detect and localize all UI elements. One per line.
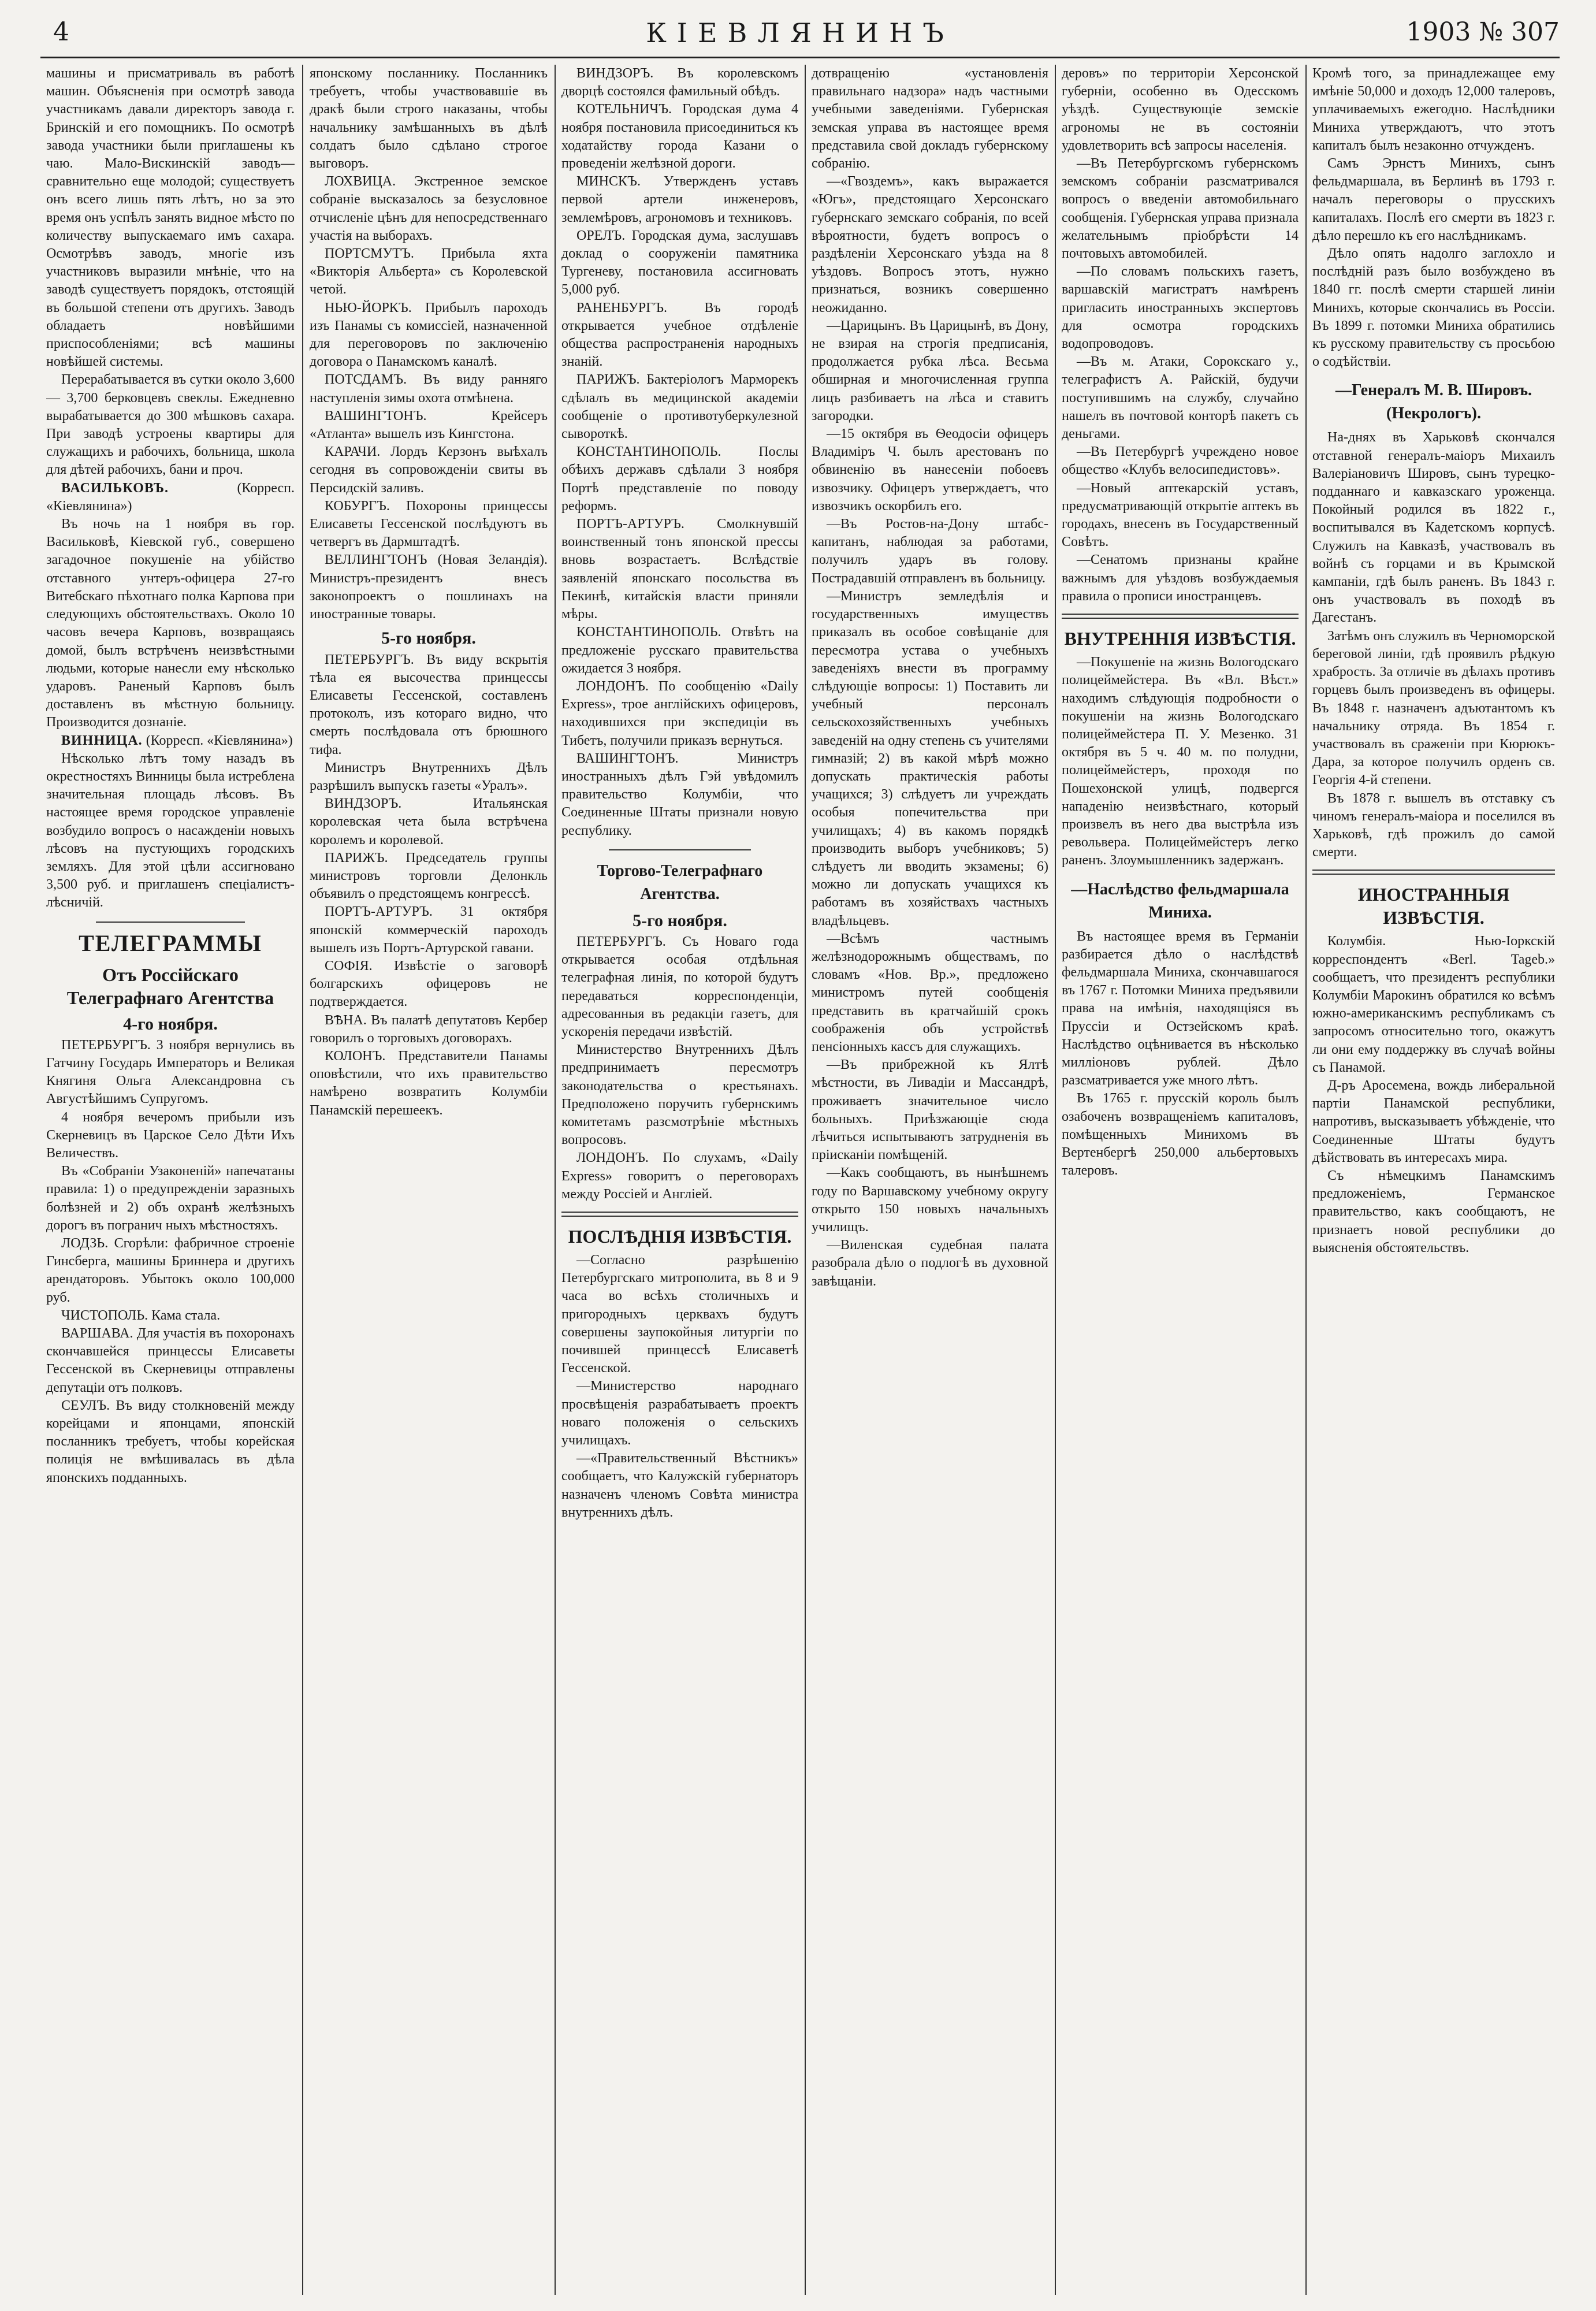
- news-item: дотвращенію «установленія правильнаго надзора» надъ частными учебными заведеніями. Губернская земская управа въ настоящее время представила свой докладъ губернскому собранію.: [812, 66, 1048, 172]
- telegram-item: СЕУЛЪ. Въ виду столкновеній между корейцами и японцами, японскій посланникъ требуетъ, чтобы корейская полиція не вмѣшивалась въ дѣла японскихъ подданныхъ.: [46, 1398, 295, 1485]
- column-3: [561, 65, 798, 2295]
- masthead: [40, 17, 1560, 52]
- column-2: [310, 65, 548, 2295]
- telegram-item: ПАРИЖЪ. Председатель группы министровъ торговли Делонкль объявилъ о предстоящемъ конгрессѣ.: [310, 850, 548, 902]
- column-divider: [555, 65, 556, 2295]
- dateline: 4-го ноября.: [123, 1014, 218, 1034]
- news-item: —«Правительственный Вѣстникъ» сообщаетъ, что Калужскій губернаторъ назначенъ членомъ Совѣта министра внутреннихъ дѣлъ.: [561, 1451, 798, 1520]
- news-item: —Въ Петербургѣ учреждено новое общество «Клубъ велосипедистовъ».: [1062, 444, 1299, 478]
- news-item: —Министръ земледѣлія и государственныхъ имуществъ приказалъ въ особое совѣщаніе для пересмотра устава о учебныхъ заведеніяхъ внести въ программу слѣдующіе вопросы: 1) Поставить ли учебный персоналъ сельскохозяйственныхъ учебныхъ заведеній на одну степень съ учителями гимназій; 2) въ какой мѣрѣ можно допускать практическія работы учащихся; 3) слѣдуетъ ли учреждать особыя попечительства при училищахъ; 4) въ какомъ порядкѣ производить выборъ учебниковъ; 5) слѣдуетъ ли вводить экзамены; 6) можно ли допускать учащихся къ работамъ въ хозяйствахъ частныхъ владѣльцевъ.: [812, 588, 1048, 928]
- masthead-rule: [40, 57, 1560, 58]
- place-heading: ВИННИЦА.: [61, 733, 143, 748]
- telegram-item: ВАШИНГТОНЪ. Министръ иностранныхъ дѣлъ Гэй увѣдомилъ правительство Колумбіи, что Соединенные Штаты признали новую республику.: [561, 750, 798, 838]
- telegram-item: ПОРТЪ-АРТУРЪ. 31 октября японскій коммерческій пароходъ вышелъ изъ Портъ-Артурской гавани.: [310, 904, 548, 956]
- telegram-item: КОБУРГЪ. Похороны принцессы Елисаветы Гессенской послѣдуютъ въ четвергъ въ Дармштадтѣ.: [310, 498, 548, 550]
- news-item: Затѣмъ онъ служилъ въ Черноморской береговой линіи, гдѣ проявилъ рѣдкую храбрость. За отличіе въ дѣлахъ противъ горцевъ былъ произведенъ въ офицеры. Въ 1848 г. назначенъ адъютантомъ къ начальнику отряда. Въ 1854 г. участвовалъ въ сраженіи при Кюрюкъ-Дара, за которое получилъ орденъ св. Георгія 4-й степени.: [1312, 628, 1555, 788]
- telegram-item: ПЕТЕРБУРГЪ. 3 ноября вернулись въ Гатчину Государь Императоръ и Великая Княгиня Ольга Александровна съ Августѣйшимъ Супругомъ.: [46, 1037, 295, 1107]
- telegram-item: СОФІЯ. Извѣстіе о заговорѣ болгарскихъ офицеровъ не подтверждается.: [310, 958, 548, 1010]
- correspondent-note: (Корресп. «Кіевлянина»): [46, 480, 295, 514]
- telegram-item: ЧИСТОПОЛЬ. Кама стала.: [61, 1307, 221, 1323]
- news-item: Колумбія. Нью-Іоркскій корреспондентъ «Berl. Tageb.» сообщаетъ, что президентъ республики Колумбіи Марокинъ обратился ко всѣмъ южно-американскимъ республикамъ съ запросомъ относительно того, окажутъ ли они ему поддержку въ случаѣ войны съ Панамой.: [1312, 934, 1555, 1075]
- telegram-item: ВАРШАВА. Для участія въ похоронахъ скончавшейся принцессы Елисаветы Гессенской въ Скерневицы отправлены депутаціи отъ полковъ.: [46, 1326, 295, 1395]
- news-item: —Согласно разрѣшенію Петербургскаго митрополита, въ 8 и 9 часа во всѣхъ столичныхъ и пригородныхъ церквахъ будутъ совершены заупокойныя литургіи по почившей принцессѣ Елисаветѣ Гессенской.: [561, 1252, 798, 1376]
- news-item: Дѣло опять надолго заглохло и послѣдній разъ было возбуждено въ 1840 гг. послѣ смерти старшей линіи Минихъ, которые скончались въ Россіи. Въ 1899 г. потомки Миниха обратились къ русскому правительству съ просьбою о содѣйствіи.: [1312, 246, 1555, 370]
- news-item: —Въ м. Атаки, Сорокскаго у., телеграфистъ А. Райскій, будучи поступившимъ на службу, случайно нашелъ въ почтовой конторѣ пакетъ съ деньгами.: [1062, 354, 1299, 442]
- telegram-item: ПОРТСМУТЪ. Прибыла яхта «Викторія Альберта» съ Королевской четой.: [310, 246, 548, 298]
- news-item: —Министерство народнаго просвѣщенія разрабатываетъ проектъ новаго положенія о сельскихъ училищахъ.: [561, 1379, 798, 1448]
- column-1: [46, 65, 295, 2295]
- news-item: Самъ Эрнстъ Минихъ, сынъ фельдмаршала, въ Берлинѣ въ 1793 г. началъ переговоры о прусскихъ капиталахъ. Послѣ его смерти въ 1823 г. дѣло перешло къ его наслѣдникамъ.: [1312, 156, 1555, 243]
- telegram-item: ПАРИЖЪ. Бактеріологъ Марморекъ сдѣлалъ въ медицинской академіи сообщеніе о противотуберкулезной сывороткѣ.: [561, 372, 798, 442]
- column-divider: [1305, 65, 1307, 2295]
- news-item: —Какъ сообщаютъ, въ нынѣшнемъ году по Варшавскому учебному округу открыто 150 новыхъ начальныхъ училищъ.: [812, 1165, 1048, 1235]
- article-paragraph: машины и присматриваль въ работѣ машин. Объясненія при осмотрѣ завода участникамъ давали директоръ завода г. Бринскій и его помощникъ. По осмотрѣ завода участники были приглашены къ чаю. Мало-Вискинскій заводъ—сравнительно еще молодой; существуетъ онъ всего лишь пять лѣтъ, но за это время онъ успѣлъ занять видное мѣсто по количеству выпускаемаго имъ сахара. Осмотрѣвъ заводъ, многіе изъ участниковъ выразили мнѣніе, что на заводѣ существуетъ порядокъ, отстоящій въ большой степени отъ другихъ. Заводъ обладаетъ новѣйшими приспособленіями; всѣ машины новѣйшей системы.: [46, 66, 295, 370]
- column-5: [1062, 65, 1299, 2295]
- telegram-item: ЛОХВИЦА. Экстренное земское собраніе высказалось за безусловное отчисленіе цѣнъ для непосредственнаго участія на выборахъ.: [310, 174, 548, 243]
- telegram-item: ПЕТЕРБУРГЪ. Въ виду вскрытія тѣла ея высочества принцессы Елисаветы Гессенской, составленъ протоколъ, изъ котораго видно, что смерть послѣдовала отъ брюшного тифа.: [310, 652, 548, 757]
- telegram-item: ВѢНА. Въ палатѣ депутатовъ Кербер говорилъ о торговыхъ договорахъ.: [310, 1012, 548, 1046]
- telegram-item: ПОРТЪ-АРТУРЪ. Смолкнувшій воинственный тонъ японской прессы вновь возрастаетъ. Вслѣдствіе заявленій японскаго посольства въ Пекинѣ, китайскія власти приняли мѣры.: [561, 517, 798, 622]
- news-item: —По словамъ польскихъ газетъ, варшавскій магистратъ намѣренъ пригласить иностранныхъ экспертовъ для осмотра городскихъ водопроводовъ.: [1062, 264, 1299, 352]
- telegram-item: КОНСТАНТИНОПОЛЬ. Послы обѣихъ державъ сдѣлали 3 ноября Портѣ представленіе по поводу реформъ.: [561, 444, 798, 514]
- news-item: На-днях въ Харьковѣ скончался отставной генералъ-маіоръ Михаилъ Валеріановичъ Шировъ, сынъ турецко-подданнаго и кавказскаго уроженца. Покойный родился въ 1822 г., воспитывался въ Кадетскомъ корпусѣ. Служилъ на Кавказѣ, участвовалъ въ войнѣ съ горцами и въ Крымской кампаніи, гдѣ былъ раненъ. Въ 1843 г. онъ участвовалъ въ походѣ въ Дагестанъ.: [1312, 430, 1555, 626]
- telegram-item: японскому посланнику. Посланникъ требуетъ, чтобы участвовавшіе въ дракѣ были строго наказаны, чтобы начальнику замѣшанныхъ въ дѣлѣ солдатъ было сдѣлано строгое выговоръ.: [310, 66, 548, 172]
- issue-number: 1903 № 307: [1406, 17, 1560, 47]
- article-paragraph: Въ ночь на 1 ноября въ гор. Васильковѣ, Кіевской губ., совершено загадочное покушеніе на убійство отставного унтеръ-офицера 27-го Витебскаго пѣхотнаго полка Карпова при следующихъ обстоятельствахъ. Около 10 часовъ вечера Карповъ, возвращаясь домой, былъ встрѣченъ неизвѣстными людьми, которые нанесли ему нѣсколько ударовъ. Раненый Карповъ былъ доставленъ въ мѣстную больницу. Производится дознаніе.: [46, 517, 295, 730]
- column-divider: [1055, 65, 1056, 2295]
- telegram-item: РАНЕНБУРГЪ. Въ городѣ открывается учебное отдѣленіе общества распространенія народныхъ знаній.: [561, 300, 798, 370]
- telegram-item: ЛОДЗЬ. Сгорѣли: фабричное строеніе Гинсберга, машины Бриннера и другихъ арендаторовъ. Убытокъ около 100,000 руб.: [46, 1235, 295, 1305]
- page-number: 4: [53, 17, 69, 47]
- news-item: —Покушеніе на жизнь Вологодскаго полицеймейстера. Въ «Вл. Вѣст.» находимъ слѣдующія подробности о покушеніи на жизнь Вологодскаго полицеймейстера П. У. Мезенко. 31 октября въ 5 ч. 40 м. по полудни, полицеймейстеръ, проходя по Пошехонской улицѣ, подвергся нападенію неизвѣстнаго, который произвелъ въ него два выстрѣла изъ револьвера. Полицеймейстеръ легко раненъ. Злоумышленникъ задержанъ.: [1062, 655, 1299, 868]
- newspaper-title: КІЕВЛЯНИНЪ: [646, 17, 954, 49]
- news-item: —Царицынъ. Въ Царицынѣ, въ Дону, не взирая на строгія предписанія, продолжается рубка лѣса. Весьма обширная и многочисленная группа лицъ разбиваетъ на лѣса и ставитъ загородки.: [812, 318, 1048, 423]
- news-item: Въ 1878 г. вышелъ въ отставку съ чиномъ генералъ-маіора и поселился въ Харьковѣ, гдѣ прожилъ до самой смерти.: [1312, 790, 1555, 860]
- section-divider: [1062, 614, 1299, 619]
- news-item: Въ 1765 г. прусскій король былъ озабоченъ возвращеніемъ капиталовъ, помѣщенныхъ Минихомъ въ Вертенбергѣ 250,000 альбертовыхъ талеровъ.: [1062, 1091, 1299, 1179]
- telegram-item: ПЕТЕРБУРГЪ. Съ Новаго года открывается особая отдѣльная телеграфная линія, по которой будутъ передаваться корреспонденціи, адресованныя въ редакціи газетъ, для ускоренія передачи извѣстій.: [561, 934, 798, 1039]
- news-item: —Новый аптекарскій уставъ, предусматривающій открытіе аптекъ въ городахъ, внесенъ въ Государственный Совѣтъ.: [1062, 480, 1299, 550]
- section-heading-latest-news: ПОСЛѢДНІЯ ИЗВѢСТІЯ.: [568, 1225, 792, 1247]
- news-item: —Всѣмъ частнымъ желѣзнодорожнымъ обществамъ, по словамъ «Нов. Вр.», предложено министромъ путей сообщенія представить въ кратчайшій срокъ соображенія объ устройствѣ пенсіонныхъ кассъ для служащихъ.: [812, 931, 1048, 1054]
- section-heading-agency: Торгово-Телеграфнаго Агентства.: [597, 861, 763, 903]
- telegram-item: ВЕЛЛИНГТОНЪ (Новая Зеландія). Министръ-президентъ внесъ законопроектъ о пошлинахъ на иностранные товары.: [310, 552, 548, 622]
- section-divider: [96, 922, 245, 923]
- news-item: —Виленская судебная палата разобрала дѣло о подлогѣ въ духовной завѣщаніи.: [812, 1238, 1048, 1289]
- news-item: —Въ Петербургскомъ губернскомъ земскомъ собраніи разсматривался вопросъ о введеніи автомобильнаго сообщенія. Губернская управа признала желательнымъ пріобрѣсти 14 почтовыхъ автомобилей.: [1062, 156, 1299, 262]
- column-6: [1312, 65, 1555, 2295]
- telegram-item: Министръ Внутреннихъ Дѣлъ разрѣшилъ выпускъ газеты «Уралъ».: [310, 760, 548, 793]
- column-divider: [805, 65, 806, 2295]
- article-paragraph: Нѣсколько лѣтъ тому назадъ въ окрестностяхъ Винницы была истреблена значительная площадь лѣсовъ. Въ настоящее время городское управленіе возбудило вопросъ о насажденіи новыхъ лѣсовъ на пустующихъ городскихъ земляхъ. Для этой цѣли ассигновано 3,500 руб. и приглашенъ спеціалистъ-лѣсничій.: [46, 750, 295, 911]
- section-divider: [609, 849, 751, 850]
- dateline: 5-го ноября.: [381, 629, 476, 648]
- section-subheading: Отъ Россійскаго Телеграфнаго Агентства: [66, 964, 274, 1008]
- column-4: [812, 65, 1048, 2295]
- news-item: —«Гвоздемъ», какъ выражается «Югъ», предстоящаго Херсонскаго губернскаго земскаго собранія, по всей вѣроятности, будетъ вопросъ о раздѣленіи Херсонскаго уѣзда на 8 уѣздовъ. Вопросъ этотъ, нужно признаться, возникъ совершенно неожиданно.: [812, 174, 1048, 315]
- column-divider: [302, 65, 303, 2295]
- news-item: Кромѣ того, за принадлежащее ему имѣніе 50,000 и доходъ 12,000 талеровъ, уплачиваемыхъ ежегодно. Наслѣдники Миниха утверждаютъ, что этотъ капиталъ былъ незаконно отчужденъ.: [1312, 66, 1555, 153]
- news-item: —Сенатомъ признаны крайне важнымъ для уѣздовъ возбуждаемыя правила о прописи иностранцевъ.: [1062, 552, 1299, 604]
- obituary-heading: —Генералъ М. В. Шировъ. (Некрологъ).: [1335, 381, 1532, 423]
- news-item: —Въ Ростов-на-Дону штабс-капитанъ, наблюдая за работами, получилъ ударъ въ голову. Пострадавшій отправленъ въ больницу.: [812, 517, 1048, 586]
- telegram-item: КАРАЧИ. Лордъ Керзонъ выѣхалъ сегодня въ сопровожденіи свиты въ Персидскій заливъ.: [310, 444, 548, 496]
- telegram-item: КОНСТАНТИНОПОЛЬ. Отвѣтъ на предложеніе русскаго правительства ожидается 3 ноября.: [561, 625, 798, 676]
- news-item: —Въ прибрежной къ Ялтѣ мѣстности, въ Ливадіи и Массандрѣ, проживаетъ значительное число больныхъ. Приѣзжающіе сюда лѣчиться испытываютъ затрудненія въ пріисканіи помѣщеній.: [812, 1057, 1048, 1163]
- telegram-item: Министерство Внутреннихъ Дѣлъ предпринимаетъ пересмотръ законодательства о крестьянахъ. Предположено поручить губернскимъ комитетамъ разсмотрѣніе мѣстныхъ вопросовъ.: [561, 1042, 798, 1148]
- telegram-item: КОТЕЛЬНИЧЪ. Городская дума 4 ноября постановила присоединиться къ ходатайству города Казани о проведеніи желѣзной дороги.: [561, 102, 798, 172]
- telegram-item: ВИНДЗОРЪ. Въ королевскомъ дворцѣ состоялся фамильный обѣдъ.: [561, 66, 798, 99]
- telegram-item: ЛОНДОНЪ. По сообщенію «Daily Express», трое англійскихъ офицеровъ, находившихся при экспедиціи въ Тибетъ, получили приказъ вернуться.: [561, 678, 798, 748]
- telegram-item: МИНСКЪ. Утвержденъ уставъ первой артели инженеровъ, землемѣровъ, агрономовъ и техниковъ.: [561, 174, 798, 225]
- telegram-item: ЛОНДОНЪ. По слухамъ, «Daily Express» говоритъ о переговорахъ между Россіей и Англіей.: [561, 1150, 798, 1202]
- section-divider: [561, 1212, 798, 1217]
- telegram-item: 4 ноября вечеромъ прибыли изъ Скерневицъ въ Царское Село Дѣти Ихъ Величествъ.: [46, 1109, 295, 1161]
- correspondent-note: (Корресп. «Кіевлянина»): [146, 733, 293, 748]
- section-divider: [1312, 870, 1555, 875]
- telegram-item: ВИНДЗОРЪ. Итальянская королевская чета была встрѣчена королемъ и королевой.: [310, 796, 548, 848]
- section-heading-domestic-news: ВНУТРЕННІЯ ИЗВѢСТІЯ.: [1064, 628, 1296, 649]
- section-heading-telegrams: ТЕЛЕГРАММЫ: [79, 930, 262, 956]
- article-paragraph: Перерабатывается въ сутки около 3,600 — 3,700 берковцевъ свеклы. Ежедневно вырабатывается до 300 мѣшковъ сахара. При заводѣ устроены квартиры для служащихъ и рабочихъ, больница, школа для дѣтей рабочихъ, бани и проч.: [46, 372, 295, 478]
- news-item: Въ настоящее время въ Германіи разбирается дѣло о наслѣдствѣ фельдмаршала Миниха, скончавшагося въ 1767 г. Потомки Миниха предъявили права на имѣнія, находящіяся въ Пруссіи и Остзейскомъ краѣ. Наслѣдство оцѣнивается въ нѣсколько милліоновъ рублей. Дѣло разсматривается уже много лѣтъ.: [1062, 928, 1299, 1088]
- telegram-item: ОРЕЛЪ. Городская дума, заслушавъ доклад о сооруженіи памятника Тургеневу, постановила ассигновать 5,000 руб.: [561, 228, 798, 298]
- news-item: деровъ» по территоріи Херсонской губерніи, особенно въ Одесскомъ уѣздѣ. Существующіе земскіе агрономы не въ состояніи удовлетворить всѣ запросы населенія.: [1062, 66, 1299, 153]
- section-heading-foreign-news: ИНОСТРАННЫЯ ИЗВѢСТІЯ.: [1357, 884, 1510, 928]
- news-item: Д-ръ Аросемена, вождь либеральной партіи Панамской республики, напротивъ, высказываетъ убѣжденіе, что Соединенные Штаты будутъ дѣйствовать въ интересахъ мира.: [1312, 1078, 1555, 1165]
- telegram-item: НЬЮ-ЙОРКЪ. Прибылъ пароходъ изъ Панамы съ комиссіей, назначенной для переговоровъ по заключенію договора о Панамскомъ каналѣ.: [310, 300, 548, 370]
- news-item: Съ нѣмецкимъ Панамскимъ предложеніемъ, Германское правительство, какъ сообщаютъ, не признаетъ новой республики до выясненія обстоятельствъ.: [1312, 1168, 1555, 1255]
- telegram-item: КОЛОНЪ. Представители Панамы оповѣстили, что ихъ правительство намѣрено возвратить Колумбіи Панамскій перешеекъ.: [310, 1048, 548, 1118]
- dateline: 5-го ноября.: [633, 911, 727, 930]
- telegram-item: ПОТСДАМЪ. Въ виду ранняго наступленія зимы охота отмѣнена.: [310, 372, 548, 406]
- news-item: —15 октября въ Ѳеодосіи офицеръ Владиміръ Ч. былъ арестованъ по обвиненію въ нанесеніи побоевъ извозчику. Офицеръ утверждаетъ, что извозчикъ оскорбилъ его.: [812, 426, 1048, 514]
- article-heading: —Наслѣдство фельдмаршала Миниха.: [1071, 880, 1289, 922]
- telegram-item: Въ «Собраніи Узаконеній» напечатаны правила: 1) о предупрежденіи заразныхъ болѣзней и 2) объ охранѣ желѣзныхъ дорогъ въ погранич ныхъ мѣстностяхъ.: [46, 1164, 295, 1233]
- place-heading: ВАСИЛЬКОВЪ.: [61, 480, 169, 496]
- telegram-item: ВАШИНГТОНЪ. Крейсеръ «Атланта» вышелъ изъ Кингстона.: [310, 408, 548, 442]
